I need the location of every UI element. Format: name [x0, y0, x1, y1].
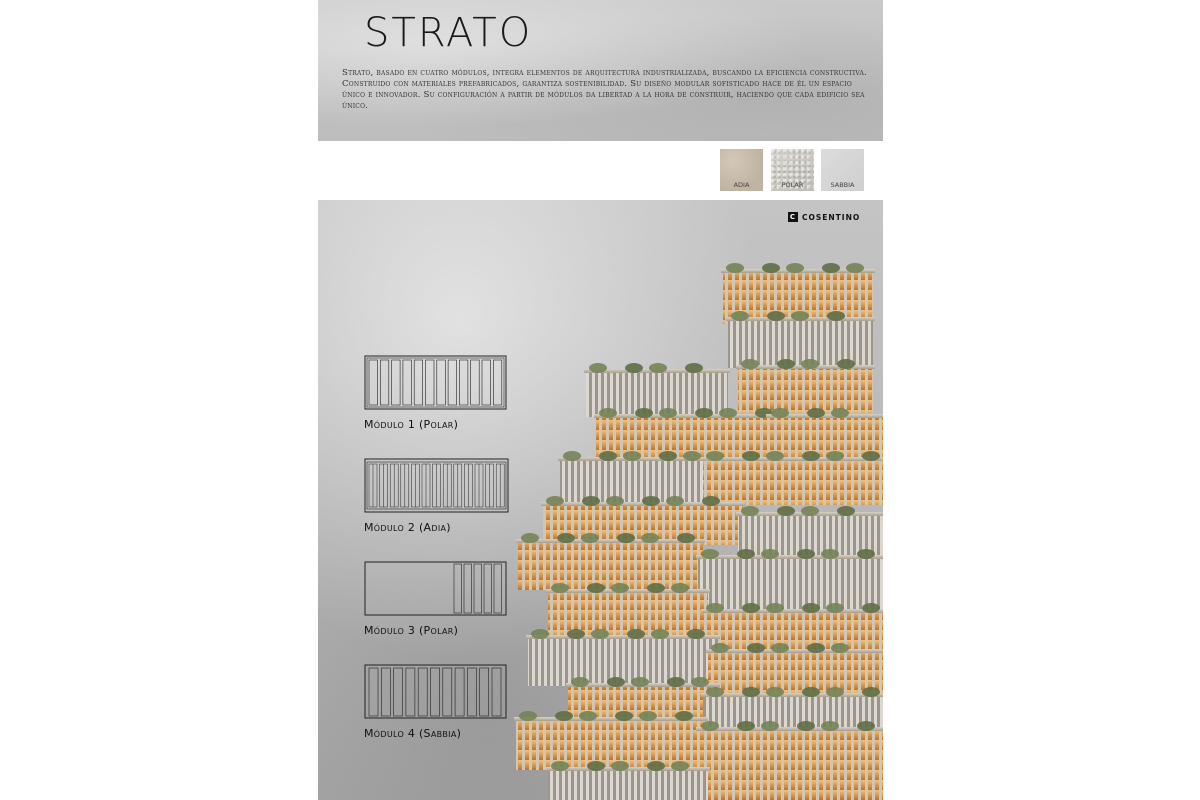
render-panel	[318, 200, 883, 800]
module-1-drawing	[364, 355, 508, 411]
material-swatch-sabbia	[821, 149, 864, 191]
page-title: STRATO	[364, 10, 533, 56]
module-4-label: Módulo 4 (Sabbia)	[364, 727, 462, 740]
cosentino-logo-icon: C	[789, 213, 797, 221]
module-2-label: Módulo 2 (Adia)	[364, 521, 451, 534]
building-render	[508, 260, 883, 800]
header-panel	[318, 0, 883, 141]
module-3-drawing	[364, 561, 508, 617]
module-1-label: Módulo 1 (Polar)	[364, 418, 459, 431]
brand-name: COSENTINO	[802, 212, 861, 222]
swatch-label: ADIA	[733, 181, 750, 189]
module-2-drawing	[364, 458, 510, 514]
material-swatch-polar	[771, 149, 814, 191]
project-description: Strato, basado en cuatro módulos, integra elementos de arquitectura industrializada, buscando la eficiencia constructiva. Construido con materiales prefabricados, garantiza sostenibilidad. Su diseño modular sofisticado hace de él un espacio único e innovador. Su configuración a partir de módulos da libertad a la hora de construir, haciendo que cada edificio sea único.	[342, 68, 867, 111]
brand-logo	[788, 212, 860, 222]
swatch-label: SABBIA	[830, 181, 855, 189]
module-4-drawing	[364, 664, 508, 720]
module-3-label: Módulo 3 (Polar)	[364, 624, 459, 637]
material-swatch-adia	[720, 149, 763, 191]
swatch-label: POLAR	[781, 181, 804, 189]
presentation-board	[318, 0, 883, 800]
